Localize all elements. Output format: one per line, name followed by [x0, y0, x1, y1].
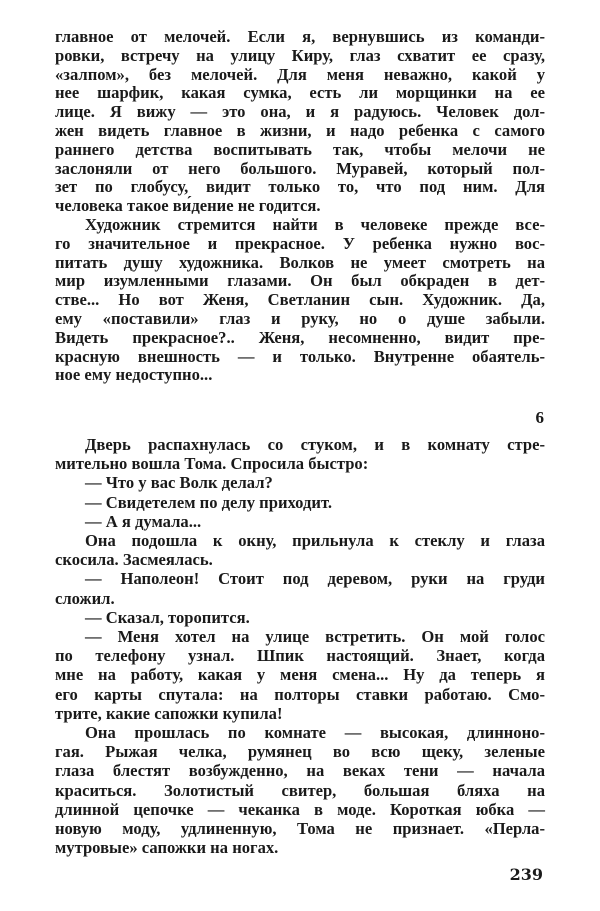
text-block-section-6	[55, 435, 545, 857]
text-line: лице. Я вижу — это она, и я радуюсь. Человек дол-	[55, 102, 545, 122]
text-line: скосила. Засмеялась.	[55, 550, 213, 570]
text-line: мне на работу, какая у меня смена... Ну да теперь я	[55, 665, 545, 685]
text-line: мутровые» сапожки на ногах.	[55, 838, 279, 858]
text-line: новую моду, удлиненную, Тома не признает. «Перла-	[55, 819, 545, 839]
text-line: нее шарфик, какая сумка, есть ли морщинки на ее	[55, 83, 545, 103]
text-line: мительно вошла Тома. Спросила быстро:	[55, 454, 369, 474]
text-line: ровки, встречу на улицу Киру, глаз схватит ее сразу,	[55, 45, 545, 65]
text-line: Видеть прекрасное?.. Женя, несомненно, видит пре-	[55, 327, 545, 347]
text-line: краситься. Золотистый свитер, большая бляха на	[55, 780, 545, 800]
text-line: раннего детства воспитывать так, чтобы мелочи не	[55, 139, 545, 159]
text-line: — А я думала...	[85, 511, 202, 531]
paragraph	[55, 216, 545, 385]
text-line: ему «поставили» глаз и руку, но о душе забыли.	[55, 308, 545, 328]
text-line: трите, какие сапожки купила!	[55, 703, 283, 723]
text-line: — Сказал, торопится.	[85, 607, 250, 627]
paragraph	[55, 608, 545, 627]
text-line: — Что у вас Волк делал?	[85, 473, 273, 493]
text-line: стве... Но вот Женя, Светланин сын. Художник. Да,	[55, 290, 545, 310]
text-line: красную внешность — и только. Внутренне обаятель-	[55, 346, 545, 366]
text-line: — Меня хотел на улице встретить. Он мой голос	[85, 627, 545, 647]
text-line: гая. Рыжая челка, румянец во всю щеку, зеленые	[55, 742, 545, 762]
text-line: мир изумленными глазами. Он был обкраден в дет-	[55, 271, 545, 291]
paragraph	[55, 493, 545, 512]
paragraph	[55, 723, 545, 857]
text-line: го значительное и прекрасное. У ребенка нужно вос-	[55, 233, 545, 253]
paragraph	[55, 512, 545, 531]
paragraph	[55, 569, 545, 607]
text-block-before-section	[55, 28, 545, 385]
paragraph	[55, 473, 545, 492]
text-line: человека такое ви́дение не годится.	[55, 196, 321, 216]
text-line: питать душу художника. Волков не умеет смотреть на	[55, 252, 545, 272]
text-line: ное ему недоступно...	[55, 365, 213, 385]
paragraph	[55, 435, 545, 473]
text-line: сложил.	[55, 588, 115, 608]
section-number: 6	[535, 408, 544, 427]
text-line: — Свидетелем по делу приходит.	[85, 492, 333, 512]
text-line: Она прошлась по комнате — высокая, длинноно-	[85, 723, 545, 743]
paragraph	[55, 627, 545, 723]
text-line: по телефону узнал. Шпик настоящий. Знает, когда	[55, 646, 545, 666]
text-line: — Наполеон! Стоит под деревом, руки на груди	[85, 569, 545, 589]
text-line: глаза блестят возбужденно, на веках тени — начала	[55, 761, 545, 781]
text-line: «залпом», без мелочей. Для меня неважно, какой у	[55, 64, 545, 84]
paragraph	[55, 28, 545, 216]
text-line: главное от мелочей. Если я, вернувшись из команди-	[55, 27, 545, 46]
text-line: Дверь распахнулась со стуком, и в комнату стре-	[85, 435, 545, 454]
text-line: Художник стремится найти в человеке прежде все-	[85, 214, 545, 234]
text-line: заслоняли от него большого. Муравей, который пол-	[55, 158, 545, 178]
text-line: жен видеть главное в жизни, и надо ребенка с самого	[55, 120, 545, 140]
text-line: зет по глобусу, видит только то, что под ним. Для	[55, 177, 545, 197]
page-number: 239	[509, 865, 543, 884]
text-line: его карты спутала: на полторы ставки работаю. Смо-	[55, 684, 545, 704]
text-line: длинной цепочке — чеканка в моде. Короткая юбка —	[55, 799, 545, 819]
paragraph	[55, 531, 545, 569]
text-line: Она подошла к окну, прильнула к стеклу и глаза	[85, 531, 545, 551]
